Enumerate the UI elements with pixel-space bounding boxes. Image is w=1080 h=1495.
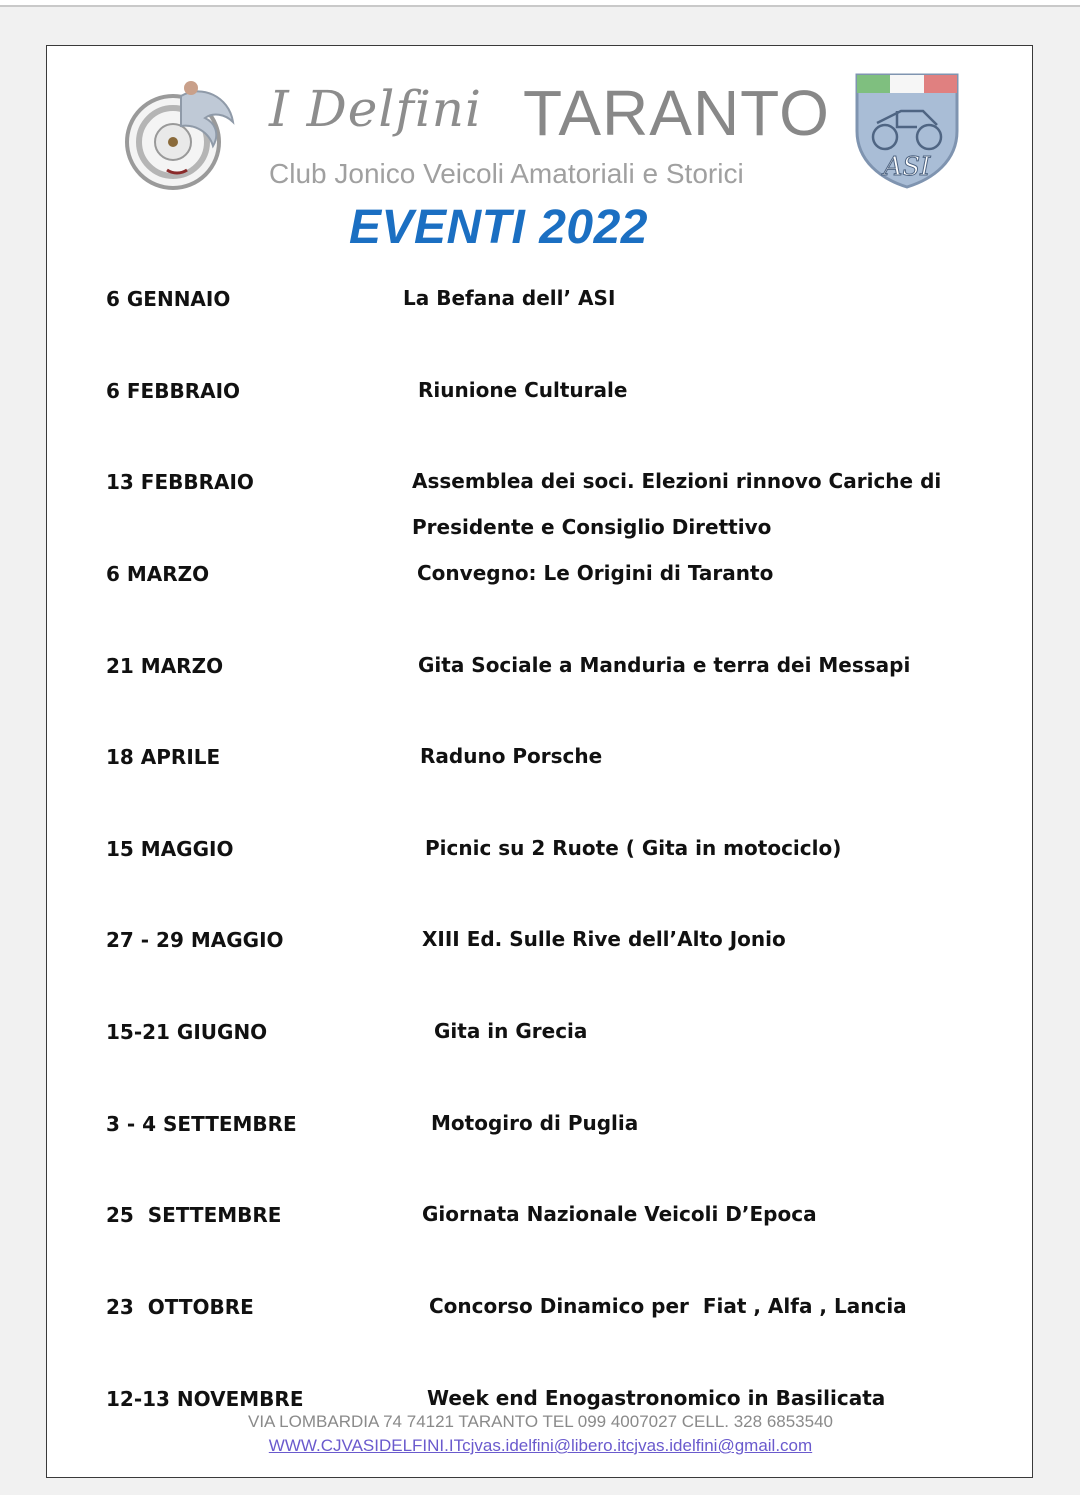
page-title: EVENTI 2022 [349,201,648,254]
event-description: Concorso Dinamico per Fiat , Alfa , Lancia [429,1294,907,1318]
event-date: 6 FEBBRAIO [106,379,241,403]
event-description: Gita Sociale a Manduria e terra dei Messapi [418,653,911,677]
event-description: La Befana dell’ ASI [403,286,616,310]
event-description: Giornata Nazionale Veicoli D’Epoca [422,1202,817,1226]
event-date: 25 SETTEMBRE [106,1203,282,1227]
event-row [47,562,1034,602]
event-description: Gita in Grecia [434,1019,588,1043]
event-row [47,1112,1034,1152]
club-emblem-icon [121,74,241,194]
asi-shield-icon [853,71,961,191]
event-date: 27 - 29 MAGGIO [106,928,284,952]
event-description: Week end Enogastronomico in Basilicata [427,1386,886,1410]
event-date: 13 FEBBRAIO [106,470,254,494]
event-date: 12-13 NOVEMBRE [106,1387,304,1411]
badge-text: ASI [883,152,931,182]
brand-subtitle: Club Jonico Veicoli Amatoriali e Storici [269,158,744,189]
event-date: 3 - 4 SETTEMBRE [106,1112,297,1136]
event-row [47,469,1034,539]
event-row [47,1203,1034,1243]
event-row [47,1020,1034,1060]
event-row [47,837,1034,877]
event-description: Motogiro di Puglia [431,1111,639,1135]
brand-script-name: I Delfini [269,80,483,138]
event-row [47,745,1034,785]
event-date: 18 APRILE [106,745,221,769]
event-description: XIII Ed. Sulle Rive dell’Alto Jonio [422,927,786,951]
event-date: 6 MARZO [106,562,210,586]
top-border [0,0,1080,7]
footer-address: VIA LOMBARDIA 74 74121 TARANTO TEL 099 4007027 CELL. 328 6853540 [248,1412,833,1431]
event-description: Picnic su 2 Ruote ( Gita in motociclo) [425,836,842,860]
event-description: Assemblea dei soci. Elezioni rinnovo Cariche di Presidente e Consiglio Direttivo [412,469,949,539]
event-date: 23 OTTOBRE [106,1295,254,1319]
event-row [47,287,1034,327]
event-row [47,379,1034,419]
event-row [47,654,1034,694]
event-description: Raduno Porsche [420,744,603,768]
event-row [47,1295,1034,1335]
event-date: 15-21 GIUGNO [106,1020,268,1044]
event-date: 15 MAGGIO [106,837,234,861]
event-date: 21 MARZO [106,654,224,678]
event-row [47,928,1034,968]
event-description: Riunione Culturale [418,378,628,402]
footer-links[interactable]: WWW.CJVASIDELFINI.ITcjvas.idelfini@libero.itcjvas.idelfini@gmail.com [268,1436,813,1455]
document-page [46,45,1033,1478]
event-description: Convegno: Le Origini di Taranto [417,561,774,585]
event-date: 6 GENNAIO [106,287,231,311]
brand-city-name: TARANTO [523,77,830,149]
